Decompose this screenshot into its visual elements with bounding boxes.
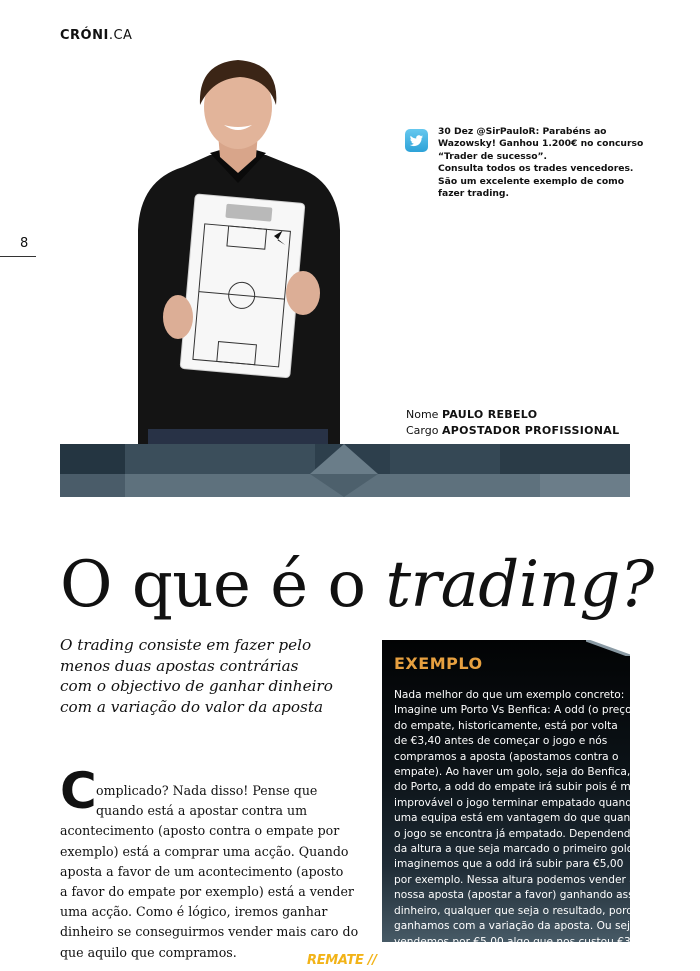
tweet-text bbox=[438, 126, 644, 200]
body-line: omplicado? Nada disso! Pense que bbox=[96, 783, 318, 798]
lead-line: O trading consiste em fazer pelo bbox=[60, 636, 312, 654]
caption-role-label: Cargo bbox=[406, 424, 439, 437]
sidebar-corner-accent bbox=[586, 640, 630, 656]
section-label-rest: .CA bbox=[108, 28, 133, 43]
footer-logo: REMATE // bbox=[307, 953, 377, 968]
caption-role-value: APOSTADOR PROFISSIONAL bbox=[441, 424, 620, 437]
sidebar-line: ganhamos com a variação da aposta. Ou seja, bbox=[394, 920, 640, 933]
tweet-line: São um excelente exemplo de como bbox=[438, 175, 625, 187]
caption-name-label: Nome bbox=[406, 408, 439, 421]
body-line: uma acção. Como é lógico, iremos ganhar bbox=[60, 904, 328, 920]
lead-line: com a variação do valor da aposta bbox=[60, 697, 323, 716]
sidebar-line: da altura a que seja marcado o primeiro golo, bbox=[394, 843, 637, 856]
photo-caption bbox=[406, 407, 619, 439]
sidebar-line: uma equipa está em vantagem do que quando bbox=[394, 812, 644, 825]
tweet-line: 30 Dez @SirPauloR: Parabéns ao bbox=[438, 126, 607, 137]
sidebar-line: de €3,40 antes de começar o jogo e nós bbox=[394, 735, 608, 748]
sidebar-line: empate). Ao haver um golo, seja do Benfica, ou bbox=[394, 766, 647, 779]
sidebar-line: do empate, historicamente, está por volta bbox=[394, 719, 618, 732]
headline-plain: O que é o bbox=[60, 548, 386, 622]
article-headline bbox=[60, 545, 654, 625]
sidebar-line: dinheiro, qualquer que seja o resultado, porque bbox=[394, 904, 647, 917]
lead-line: com o objectivo de ganhar dinheiro bbox=[60, 677, 333, 695]
decorative-banner bbox=[60, 444, 630, 497]
tweet-line: “Trader de sucesso”. bbox=[438, 150, 548, 162]
sidebar-line: imaginemos que a odd irá subir para €5,00 bbox=[394, 858, 624, 871]
sidebar-text bbox=[394, 688, 651, 950]
drop-cap: C bbox=[60, 762, 97, 820]
body-line: aposta a favor de um acontecimento (aposto bbox=[60, 863, 344, 879]
caption-name-value: PAULO REBELO bbox=[441, 408, 538, 421]
tweet-line: fazer trading. bbox=[438, 188, 509, 200]
tweet-line: Wazowsky! Ganhou 1.200€ no concurso bbox=[438, 138, 644, 150]
article-body bbox=[60, 781, 359, 963]
body-line: acontecimento (aposto contra o empate por bbox=[60, 823, 340, 839]
sidebar-line: nossa aposta (apostar a favor) ganhando assim bbox=[394, 889, 647, 902]
twitter-icon bbox=[405, 129, 428, 152]
tweet-line: Consulta todos os trades vencedores. bbox=[438, 163, 634, 175]
article-lead bbox=[60, 635, 360, 717]
body-line: a favor do empate por exemplo) está a vender bbox=[60, 884, 354, 900]
body-line: dinheiro se conseguirmos vender mais caro do bbox=[60, 924, 359, 940]
sidebar-line: improvável o jogo terminar empatado quando bbox=[394, 796, 639, 809]
page-number: 8 bbox=[20, 236, 29, 251]
sidebar-line: Nada melhor do que um exemplo concreto: bbox=[394, 689, 625, 701]
sidebar-title: EXEMPLO bbox=[394, 654, 483, 673]
tweet-box bbox=[405, 126, 644, 200]
body-line: que aquilo que compramos. bbox=[60, 944, 237, 960]
sidebar-line: por exemplo. Nessa altura podemos vender a bbox=[394, 873, 636, 886]
body-line: quando está a apostar contra um bbox=[96, 803, 308, 819]
lead-line: menos duas apostas contrárias bbox=[60, 656, 299, 675]
sidebar-line: vendemos por €5,00 algo que nos custou €3,40. bbox=[394, 935, 651, 948]
sidebar-line: Imagine um Porto Vs Benfica: A odd (o preço) bbox=[394, 704, 636, 717]
section-label bbox=[60, 28, 132, 43]
sidebar-line: do Porto, a odd do empate irá subir pois é mais bbox=[394, 781, 646, 794]
portrait-photo bbox=[128, 55, 348, 447]
page-number-rule bbox=[0, 256, 36, 257]
headline-italic: trading? bbox=[385, 548, 654, 622]
body-line: exemplo) está a comprar uma acção. Quando bbox=[60, 843, 349, 859]
section-label-bold: CRÓNI bbox=[60, 28, 109, 43]
sidebar-line: o jogo se encontra já empatado. Dependendo bbox=[394, 827, 637, 840]
sidebar-line: compramos a aposta (apostamos contra o bbox=[394, 750, 619, 763]
